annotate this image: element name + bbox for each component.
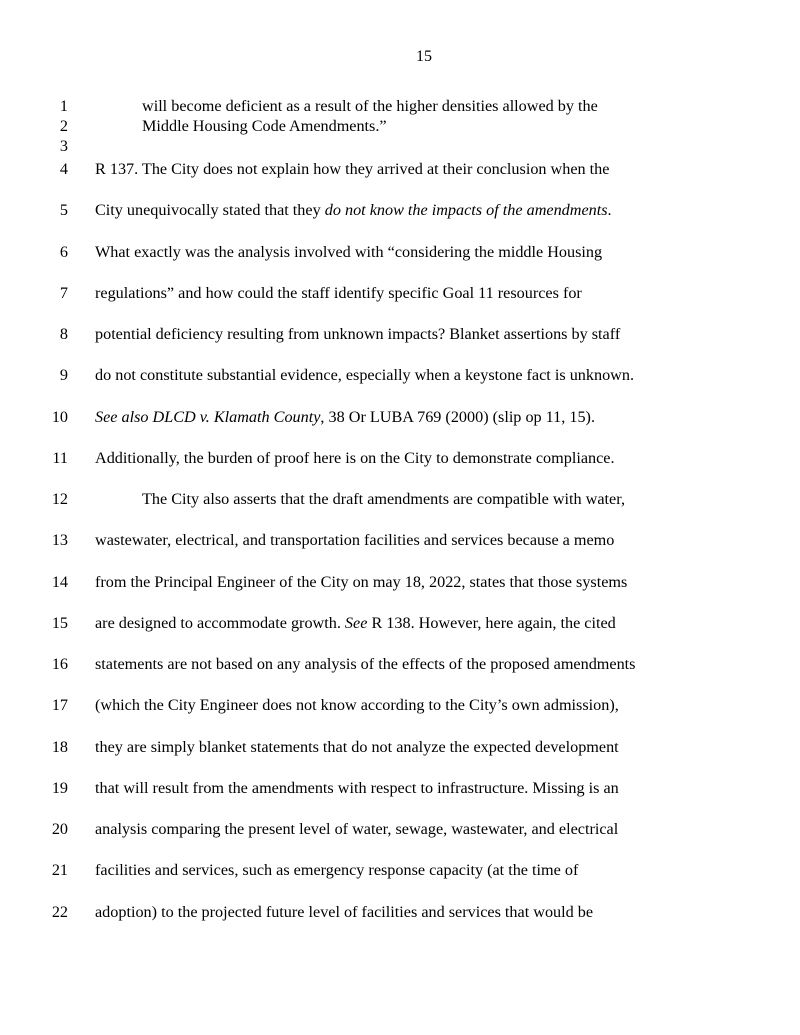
text-segment: adoption) to the projected future level of facilities and services that would be: [95, 902, 594, 921]
text-segment: (which the City Engineer does not know according to the City’s own admission),: [95, 696, 619, 715]
document-line: [0, 283, 800, 303]
text-segment: facilities and services, such as emergency response capacity (at the time of: [95, 861, 579, 880]
document-line: [0, 695, 800, 715]
document-line: [0, 324, 800, 344]
line-text: [95, 448, 615, 468]
text-segment: statements are not based on any analysis of the effects of the proposed amendments: [95, 655, 636, 673]
line-text: [95, 695, 619, 715]
line-text: [95, 737, 619, 757]
italic-text-segment: See also DLCD v. Klamath County: [95, 407, 321, 426]
line-text: [95, 530, 614, 550]
text-segment: are designed to accommodate growth.: [95, 613, 345, 632]
text-segment: potential deficiency resulting from unknown impacts? Blanket assertions by staff: [95, 325, 621, 343]
text-segment: they are simply blanket statements that do not analyze the expected development: [95, 737, 619, 756]
line-number: 11: [52, 448, 68, 467]
line-text: [95, 283, 582, 303]
line-number: 20: [51, 820, 68, 838]
line-text: [95, 613, 616, 633]
document-line: [0, 200, 800, 220]
line-number: 19: [51, 778, 68, 797]
italic-text-segment: See: [344, 613, 368, 632]
line-text: [95, 365, 634, 385]
line-number: 13: [51, 531, 68, 550]
page-number: 15: [416, 48, 432, 65]
line-number: 6: [59, 242, 68, 261]
line-number: 3: [59, 137, 68, 155]
line-number: 1: [59, 97, 68, 115]
line-number: 15: [51, 613, 68, 632]
line-number: 12: [51, 490, 68, 508]
document-line: [0, 407, 800, 427]
document-line: [0, 365, 800, 385]
document-line: [0, 902, 800, 922]
document-line: [0, 737, 800, 757]
line-number: 9: [59, 366, 68, 385]
line-number: 4: [59, 160, 68, 178]
document-line: [0, 159, 800, 179]
line-text: [95, 654, 635, 674]
document-line: [0, 654, 800, 674]
document-line: [0, 116, 800, 136]
text-segment: that will result from the amendments with respect to infrastructure. Missing is an: [95, 778, 619, 797]
line-number: 2: [59, 117, 68, 135]
line-number: 21: [51, 861, 68, 880]
text-segment: .: [607, 201, 612, 220]
line-text: [95, 902, 593, 922]
document-line: [0, 530, 800, 550]
text-segment: from the Principal Engineer of the City on may 18, 2022, states that those systems: [95, 572, 628, 591]
line-text: [95, 778, 619, 798]
line-text: [95, 242, 602, 262]
line-text: [95, 324, 620, 344]
line-text: [95, 860, 578, 880]
line-number: 16: [51, 655, 68, 673]
line-text: [95, 572, 627, 592]
text-segment: R 137. The City does not explain how they arrived at their conclusion when the: [95, 160, 610, 178]
document-line: [0, 860, 800, 880]
text-segment: The City also asserts that the draft amendments are compatible with water,: [142, 490, 626, 508]
line-number: 22: [51, 902, 68, 921]
line-number: 17: [51, 696, 68, 715]
document-line: [0, 778, 800, 798]
document-line: [0, 489, 800, 509]
document-line: [0, 242, 800, 262]
line-text: [95, 159, 609, 179]
line-text: [95, 819, 618, 839]
italic-text-segment: do not know the impacts of the amendments: [324, 201, 608, 220]
document-line: [0, 819, 800, 839]
line-text: [95, 200, 612, 220]
line-number: 18: [51, 737, 68, 756]
text-segment: will become deficient as a result of the higher densities allowed by the: [142, 97, 598, 115]
text-segment: R 138. However, here again, the cited: [367, 613, 616, 632]
document-line: [0, 136, 800, 156]
line-number: 14: [51, 572, 68, 591]
text-segment: , 38 Or LUBA 769 (2000) (slip op 11, 15).: [320, 407, 595, 426]
line-text: [142, 96, 598, 116]
text-segment: regulations” and how could the staff identify specific Goal 11 resources for: [95, 283, 582, 302]
document-line: [0, 448, 800, 468]
text-segment: analysis comparing the present level of water, sewage, wastewater, and electrical: [95, 820, 619, 838]
line-number: 10: [51, 407, 68, 426]
line-number: 5: [59, 201, 68, 220]
line-text: [142, 116, 387, 136]
document-line: [0, 613, 800, 633]
line-number: 7: [59, 283, 68, 302]
line-text: [95, 407, 595, 427]
document-line: [0, 96, 800, 116]
text-segment: What exactly was the analysis involved with “considering the middle Housing: [95, 242, 603, 261]
line-text: [95, 489, 625, 509]
text-segment: Middle Housing Code Amendments.”: [142, 117, 387, 135]
line-number: 8: [59, 325, 68, 343]
text-segment: Additionally, the burden of proof here is on the City to demonstrate compliance.: [95, 448, 615, 467]
text-segment: do not constitute substantial evidence, especially when a keystone fact is unknown.: [95, 366, 634, 385]
document-line: [0, 572, 800, 592]
text-segment: City unequivocally stated that they: [95, 201, 325, 220]
text-segment: wastewater, electrical, and transportation facilities and services because a memo: [95, 531, 615, 550]
